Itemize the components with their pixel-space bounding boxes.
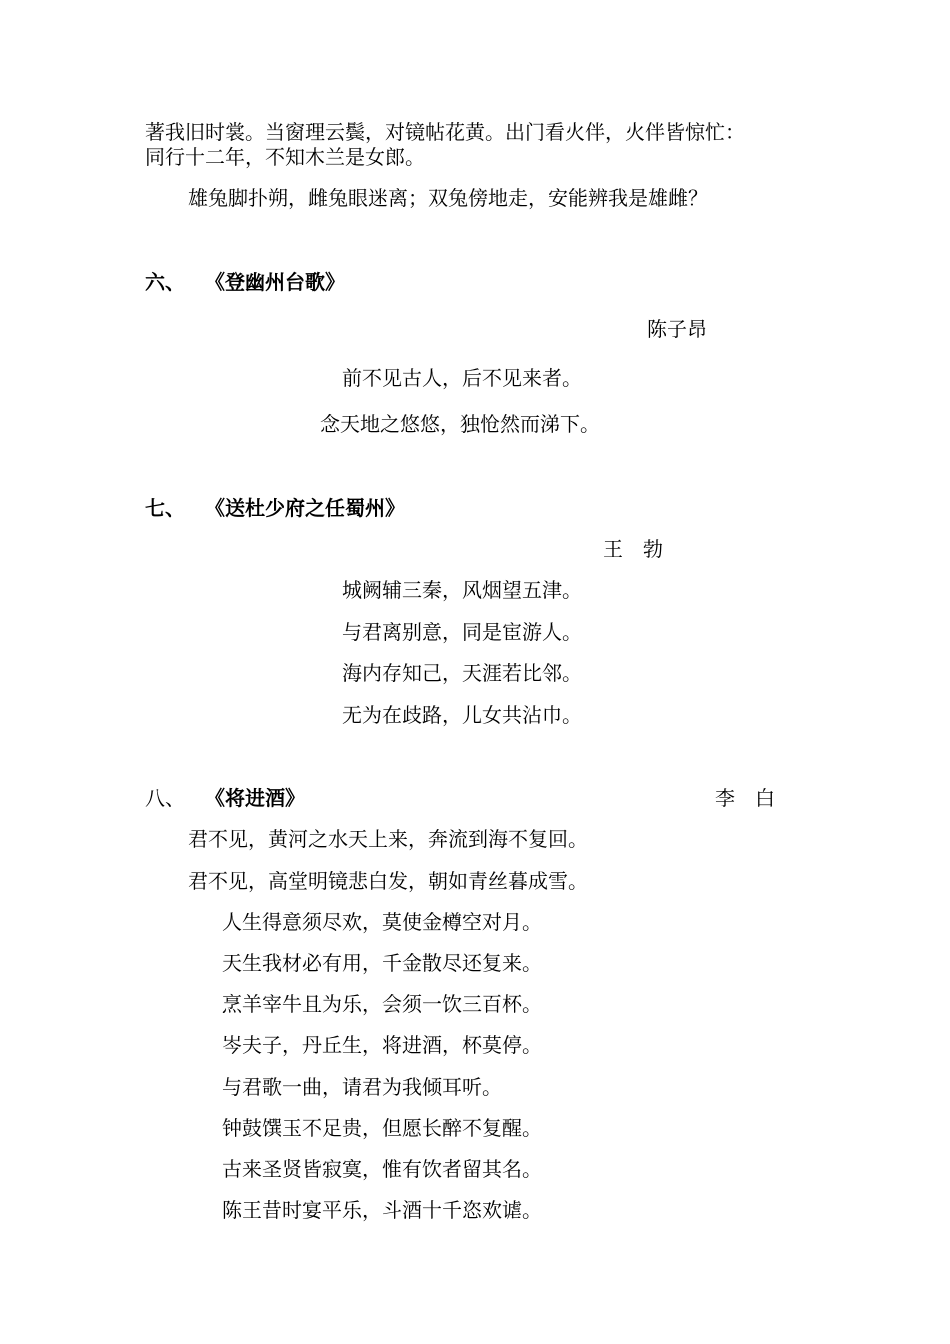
section-7-poem-line: 与君离别意，同是宦游人。 xyxy=(342,620,582,644)
section-8-poem-line: 陈王昔时宴平乐，斗酒十千恣欢谑。 xyxy=(222,1198,542,1222)
section-7-number: 七、 xyxy=(145,496,185,520)
section-8-poem-line: 钟鼓馔玉不足贵，但愿长醉不复醒。 xyxy=(222,1116,542,1140)
section-7-poem-line: 城阙辅三秦，风烟望五津。 xyxy=(342,578,582,602)
section-7-poem-line: 海内存知己，天涯若比邻。 xyxy=(342,661,582,685)
section-8-poem-line: 人生得意须尽欢，莫使金樽空对月。 xyxy=(222,910,542,934)
section-8-poem-line: 与君歌一曲，请君为我倾耳听。 xyxy=(222,1075,502,1099)
mulan-line-2: 同行十二年，不知木兰是女郎。 xyxy=(145,145,425,169)
section-7-title: 《送杜少府之任蜀州》 xyxy=(205,496,405,520)
section-7-poem-line: 无为在歧路，儿女共沾巾。 xyxy=(342,703,582,727)
section-8-poem-line: 岑夫子，丹丘生，将进酒，杯莫停。 xyxy=(222,1033,542,1057)
section-6-number: 六、 xyxy=(145,270,185,294)
section-6-poem-line: 前不见古人，后不见来者。 xyxy=(342,366,582,390)
section-8-poem-line: 烹羊宰牛且为乐，会须一饮三百杯。 xyxy=(222,992,542,1016)
section-6-author: 陈子昂 xyxy=(647,317,707,341)
section-8-poem-line: 君不见，黄河之水天上来，奔流到海不复回。 xyxy=(188,827,588,851)
section-8-poem-line: 天生我材必有用，千金散尽还复来。 xyxy=(222,951,542,975)
mulan-line-1: 著我旧时裳。当窗理云鬓，对镜帖花黄。出门看火伴，火伴皆惊忙： xyxy=(145,120,745,144)
section-8-poem-line: 君不见，高堂明镜悲白发，朝如青丝暮成雪。 xyxy=(188,869,588,893)
section-8-author: 李 白 xyxy=(715,786,775,810)
section-7-author: 王 勃 xyxy=(603,537,663,561)
section-8-number: 八、 xyxy=(145,786,185,810)
section-8-title: 《将进酒》 xyxy=(205,786,305,810)
section-6-poem-line: 念天地之悠悠，独怆然而涕下。 xyxy=(320,412,600,436)
section-6-title: 《登幽州台歌》 xyxy=(205,270,345,294)
section-8-poem-line: 古来圣贤皆寂寞，惟有饮者留其名。 xyxy=(222,1157,542,1181)
mulan-line-3: 雄兔脚扑朔，雌兔眼迷离；双兔傍地走，安能辨我是雄雌？ xyxy=(188,186,708,210)
